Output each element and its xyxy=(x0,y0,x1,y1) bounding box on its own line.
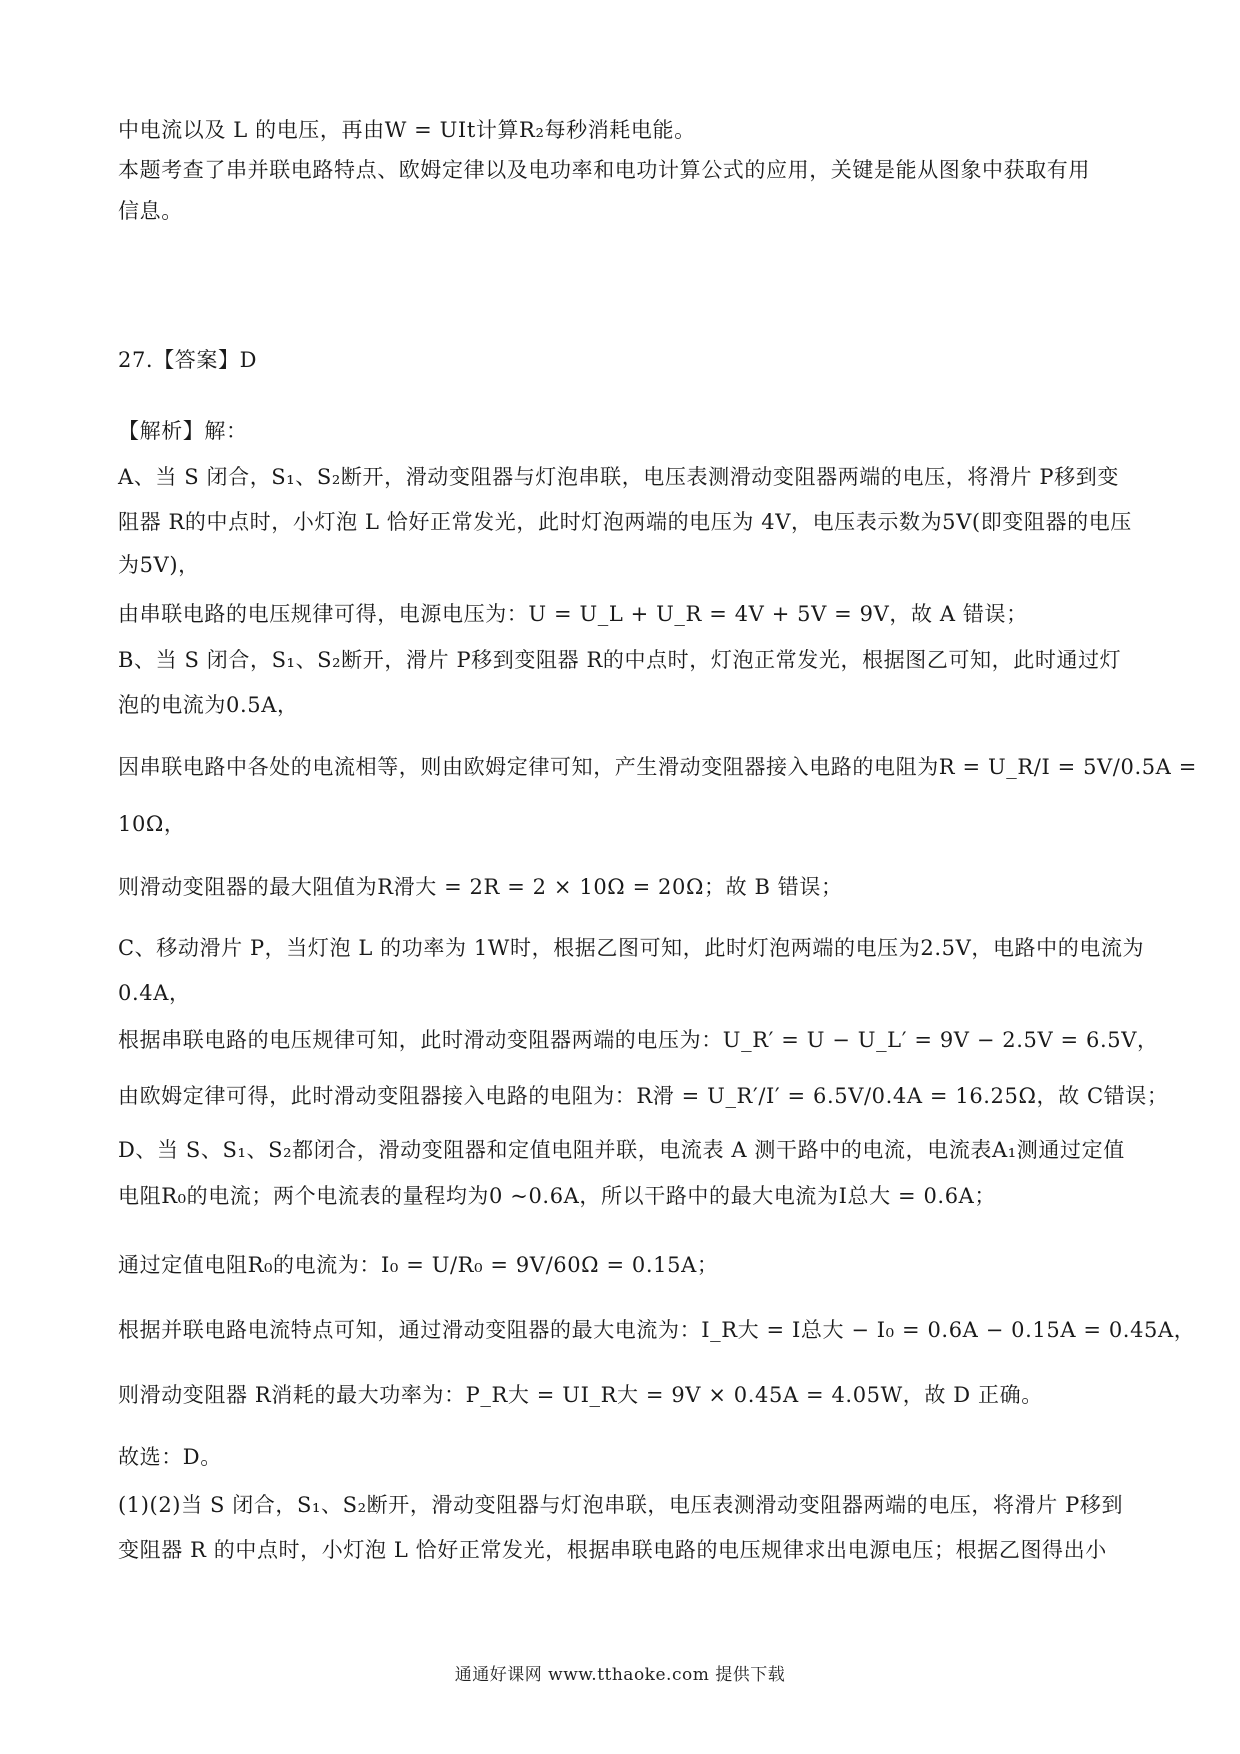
text-line: 由欧姆定律可得，此时滑动变阻器接入电路的电阻为：R滑 = U_R′/I′ = 6.5V/0.4A = 16.25Ω，故 C错误； xyxy=(118,1084,1169,1108)
text-line: 由串联电路的电压规律可得，电源电压为：U = U_L + U_R = 4V + 5V = 9V，故 A 错误； xyxy=(118,602,1028,626)
text-line: 泡的电流为0.5A， xyxy=(118,693,299,717)
text-line: 根据串联电路的电压规律可知，此时滑动变阻器两端的电压为：U_R′ = U − U_L′ = 9V − 2.5V = 6.5V， xyxy=(118,1028,1159,1052)
text-line: (1)(2)当 S 闭合，S₁、S₂断开，滑动变阻器与灯泡串联，电压表测滑动变阻器两端的电压，将滑片 P移到 xyxy=(118,1493,1124,1517)
page-footer: 通通好课网 www.tthaoke.com 提供下载 xyxy=(454,1665,786,1685)
text-line: 信息。 xyxy=(118,199,183,223)
text-line: D、当 S、S₁、S₂都闭合，滑动变阻器和定值电阻并联，电流表 A 测干路中的电流，电流表A₁测通过定值 xyxy=(118,1138,1125,1162)
text-line: 因串联电路中各处的电流相等，则由欧姆定律可知，产生滑动变阻器接入电路的电阻为R = U_R/I = 5V/0.5A = xyxy=(118,755,1197,779)
text-line: 中电流以及 L 的电压，再由W = UIt计算R₂每秒消耗电能。 xyxy=(118,118,696,142)
text-line: 本题考查了串并联电路特点、欧姆定律以及电功率和电功计算公式的应用，关键是能从图象中获取有用 xyxy=(118,158,1090,182)
text-line: B、当 S 闭合，S₁、S₂断开，滑片 P移到变阻器 R的中点时，灯泡正常发光，根据图乙可知，此时通过灯 xyxy=(118,648,1122,672)
text-line: C、移动滑片 P，当灯泡 L 的功率为 1W时，根据乙图可知，此时灯泡两端的电压为2.5V，电路中的电流为 xyxy=(118,936,1145,960)
text-line: 电阻R₀的电流；两个电流表的量程均为0 ~0.6A，所以干路中的最大电流为I总大 = 0.6A； xyxy=(118,1184,997,1208)
text-line: 0.4A， xyxy=(118,981,191,1005)
text-line: 则滑动变阻器 R消耗的最大功率为：P_R大 = UI_R大 = 9V × 0.45A = 4.05W，故 D 正确。 xyxy=(118,1383,1043,1407)
text-line: 为5V)， xyxy=(118,553,200,577)
analysis-heading: 【解析】解： xyxy=(118,419,248,443)
answer-heading: 27.【答案】D xyxy=(118,348,258,372)
text-line: 阻器 R的中点时，小灯泡 L 恰好正常发光，此时灯泡两端的电压为 4V，电压表示数为5V(即变阻器的电压 xyxy=(118,510,1132,534)
text-line: A、当 S 闭合，S₁、S₂断开，滑动变阻器与灯泡串联，电压表测滑动变阻器两端的电压，将滑片 P移到变 xyxy=(118,465,1119,489)
text-line: 则滑动变阻器的最大阻值为R滑大 = 2R = 2 × 10Ω = 20Ω；故 B 错误； xyxy=(118,875,843,899)
text-line: 10Ω， xyxy=(118,812,186,836)
text-line: 变阻器 R 的中点时，小灯泡 L 恰好正常发光，根据串联电路的电压规律求出电源电压；根据乙图得出小 xyxy=(118,1538,1107,1562)
text-line: 通过定值电阻R₀的电流为：I₀ = U/R₀ = 9V/60Ω = 0.15A； xyxy=(118,1253,719,1277)
text-line: 根据并联电路电流特点可知，通过滑动变阻器的最大电流为：I_R大 = I总大 − I₀ = 0.6A − 0.15A = 0.45A， xyxy=(118,1318,1196,1342)
text-line: 故选：D。 xyxy=(118,1445,222,1469)
